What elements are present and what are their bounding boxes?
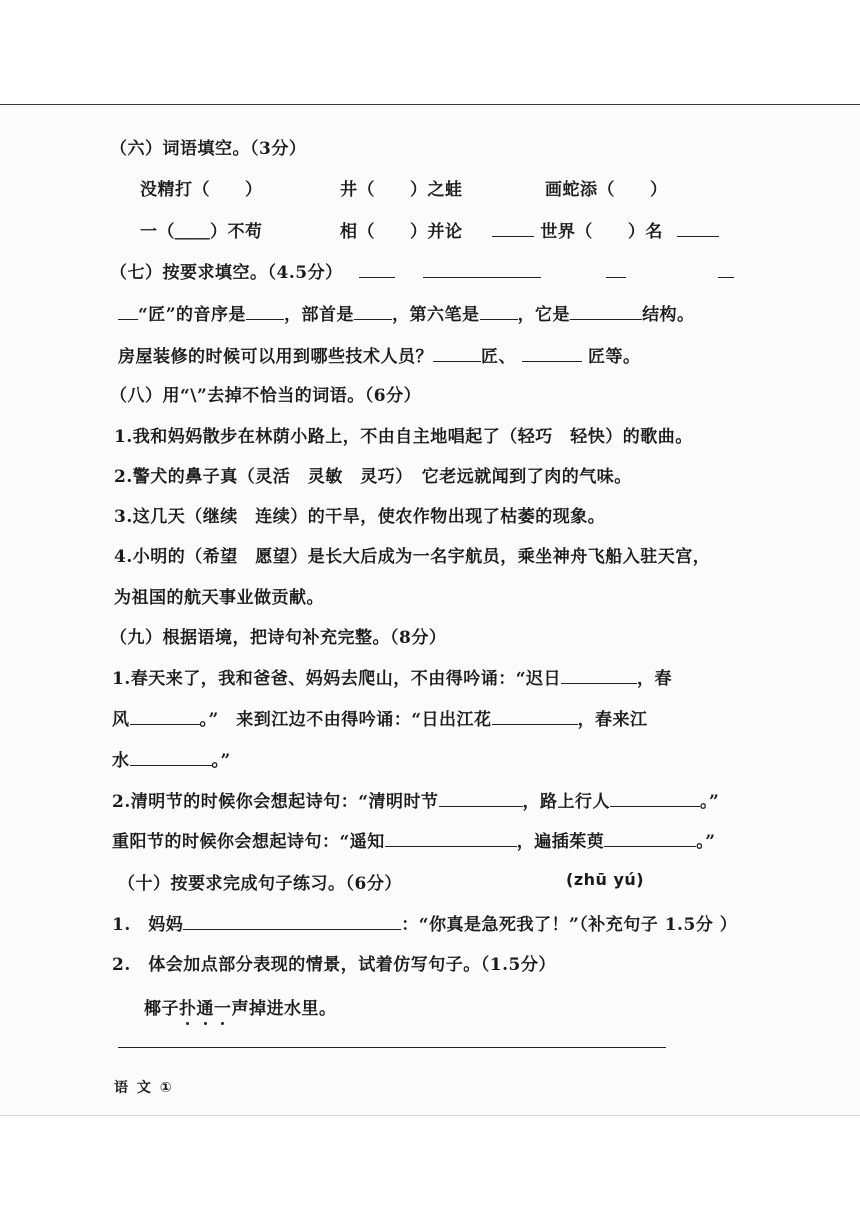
s7-q1-text-c: ，第六笔是 [392,305,480,325]
s9-q1a-text-b: ，春 [637,669,673,689]
answer-blank [359,263,395,278]
answer-blank [718,263,734,278]
answer-blank [570,305,642,320]
s8-item-2: 2.警犬的鼻子真（灵活 灵敏 灵巧） 它老远就闻到了肉的气味。 [114,467,632,487]
s7-question-1 [118,300,695,325]
page-footer: 语 文 ① [114,1080,174,1096]
s7-q1-text-e: 结构。 [642,305,695,325]
idiom-blank-5: 相（ ）并论 [340,222,463,242]
s9-q1a-text: 1.春天来了，我和爸爸、妈妈去爬山，不由得吟诵：“迟日 [112,669,562,689]
example-text-a: 椰子 [144,999,179,1019]
s9-q1c-text-b: 。” [211,751,231,771]
s9-q1-line-1 [112,664,672,689]
s7-q2-text-b: 匠、 [481,347,516,367]
answer-blank [610,792,700,807]
idiom-blank-3: 画蛇添（ ） [545,180,668,200]
s9-q1b-text-a: 风 [112,710,130,730]
s7-question-2 [118,342,641,367]
s9-q2-line-2 [112,827,716,852]
answer-blank [354,305,392,320]
answer-blank [118,305,138,320]
section-6-heading: （六）词语填空。（3分） [110,139,307,159]
s9-q2a-text-c: 。” [700,792,720,812]
s7-q1-text-a: “匠”的音序是 [138,305,247,325]
s8-item-4: 4.小明的（希望 愿望）是长大后成为一名宇航员，乘坐神舟飞船入驻天宫， [114,547,711,567]
s7-q2-text-c: 匠等。 [588,347,641,367]
s8-item-3: 3.这几天（继续 连续）的干旱，使农作物出现了枯萎的现象。 [114,507,606,527]
idiom-blank-4: 一（＿＿）不苟 [140,222,263,242]
answer-blank [385,832,517,847]
dotted-char-2: 通 [197,994,215,1019]
answer-blank [246,305,284,320]
answer-blank [480,305,518,320]
section-7-heading: （七）按要求填空。（4.5分） [110,263,343,283]
idiom-blank-6: 世界（ ）名 [540,222,663,242]
idiom-blank-2: 井（ ）之蛙 [340,180,463,200]
answer-blank [183,915,401,930]
pinyin-hint: (zhū yú) [566,870,645,889]
example-text-b: 声掉进水里。 [231,999,337,1019]
s9-q2a-text-b: ，路上行人 [522,792,611,812]
answer-blank [423,263,541,278]
section-9-heading: （九）根据语境，把诗句补充完整。（8分） [110,628,447,648]
answer-blank [606,263,626,278]
idiom-blank-6-wrap [492,217,719,242]
answer-blank [130,710,200,725]
answer-blank [604,832,696,847]
section-10-heading: （十）按要求完成句子练习。（6分） [118,874,402,894]
answer-blank [522,347,582,362]
s10-q1-text-b: ：“你真是急死我了！”（补充句子 1.5分 ） [401,915,738,935]
answer-blank [492,710,578,725]
s9-q1-line-3 [112,746,231,771]
dotted-char-1: 扑 [179,994,197,1019]
s10-question-1 [112,910,737,935]
writing-answer-line [118,1047,666,1048]
s8-item-4-cont: 为祖国的航天事业做贡献。 [114,588,324,608]
s9-q2b-text-c: 。” [696,832,716,852]
section-8-heading: （八）用“\”去掉不恰当的词语。（6分） [110,386,422,406]
s9-q1b-text-c: ，春来江 [577,710,648,730]
s10-q1-text-a: 1. 妈妈 [112,915,184,935]
answer-blank [439,792,523,807]
s7-q1-text-b: ，部首是 [284,305,355,325]
section-7-heading-wrap [110,258,734,283]
answer-blank [433,347,481,362]
s7-q1-text-d: ，它是 [517,305,571,325]
s9-q2-line-1 [112,787,719,812]
dotted-char-3: 一 [214,994,232,1019]
answer-blank [492,222,534,237]
answer-blank [561,669,637,684]
s9-q1c-text-a: 水 [112,751,130,771]
s9-q2b-text-b: ，遍插茱萸 [516,832,605,852]
s9-q2b-text-a: 重阳节的时候你会想起诗句：“遥知 [112,832,385,852]
s10-question-2: 2. 体会加点部分表现的情景，试着仿写句子。（1.5分） [112,955,556,975]
answer-blank [677,222,719,237]
s8-item-1: 1.我和妈妈散步在林荫小路上，不由自主地唱起了（轻巧 轻快）的歌曲。 [114,427,693,447]
s9-q1b-text-b: 。” 来到江边不由得吟诵：“日出江花 [199,710,492,730]
idiom-blank-1: 没精打（ ） [140,180,263,200]
s9-q1-line-2 [112,705,648,730]
s9-q2a-text-a: 2.清明节的时候你会想起诗句：“清明时节 [112,792,439,812]
s10-example-sentence [144,994,337,1019]
s7-q2-text-a: 房屋装修的时候可以用到哪些技术人员？ [118,347,433,367]
answer-blank [130,751,212,766]
